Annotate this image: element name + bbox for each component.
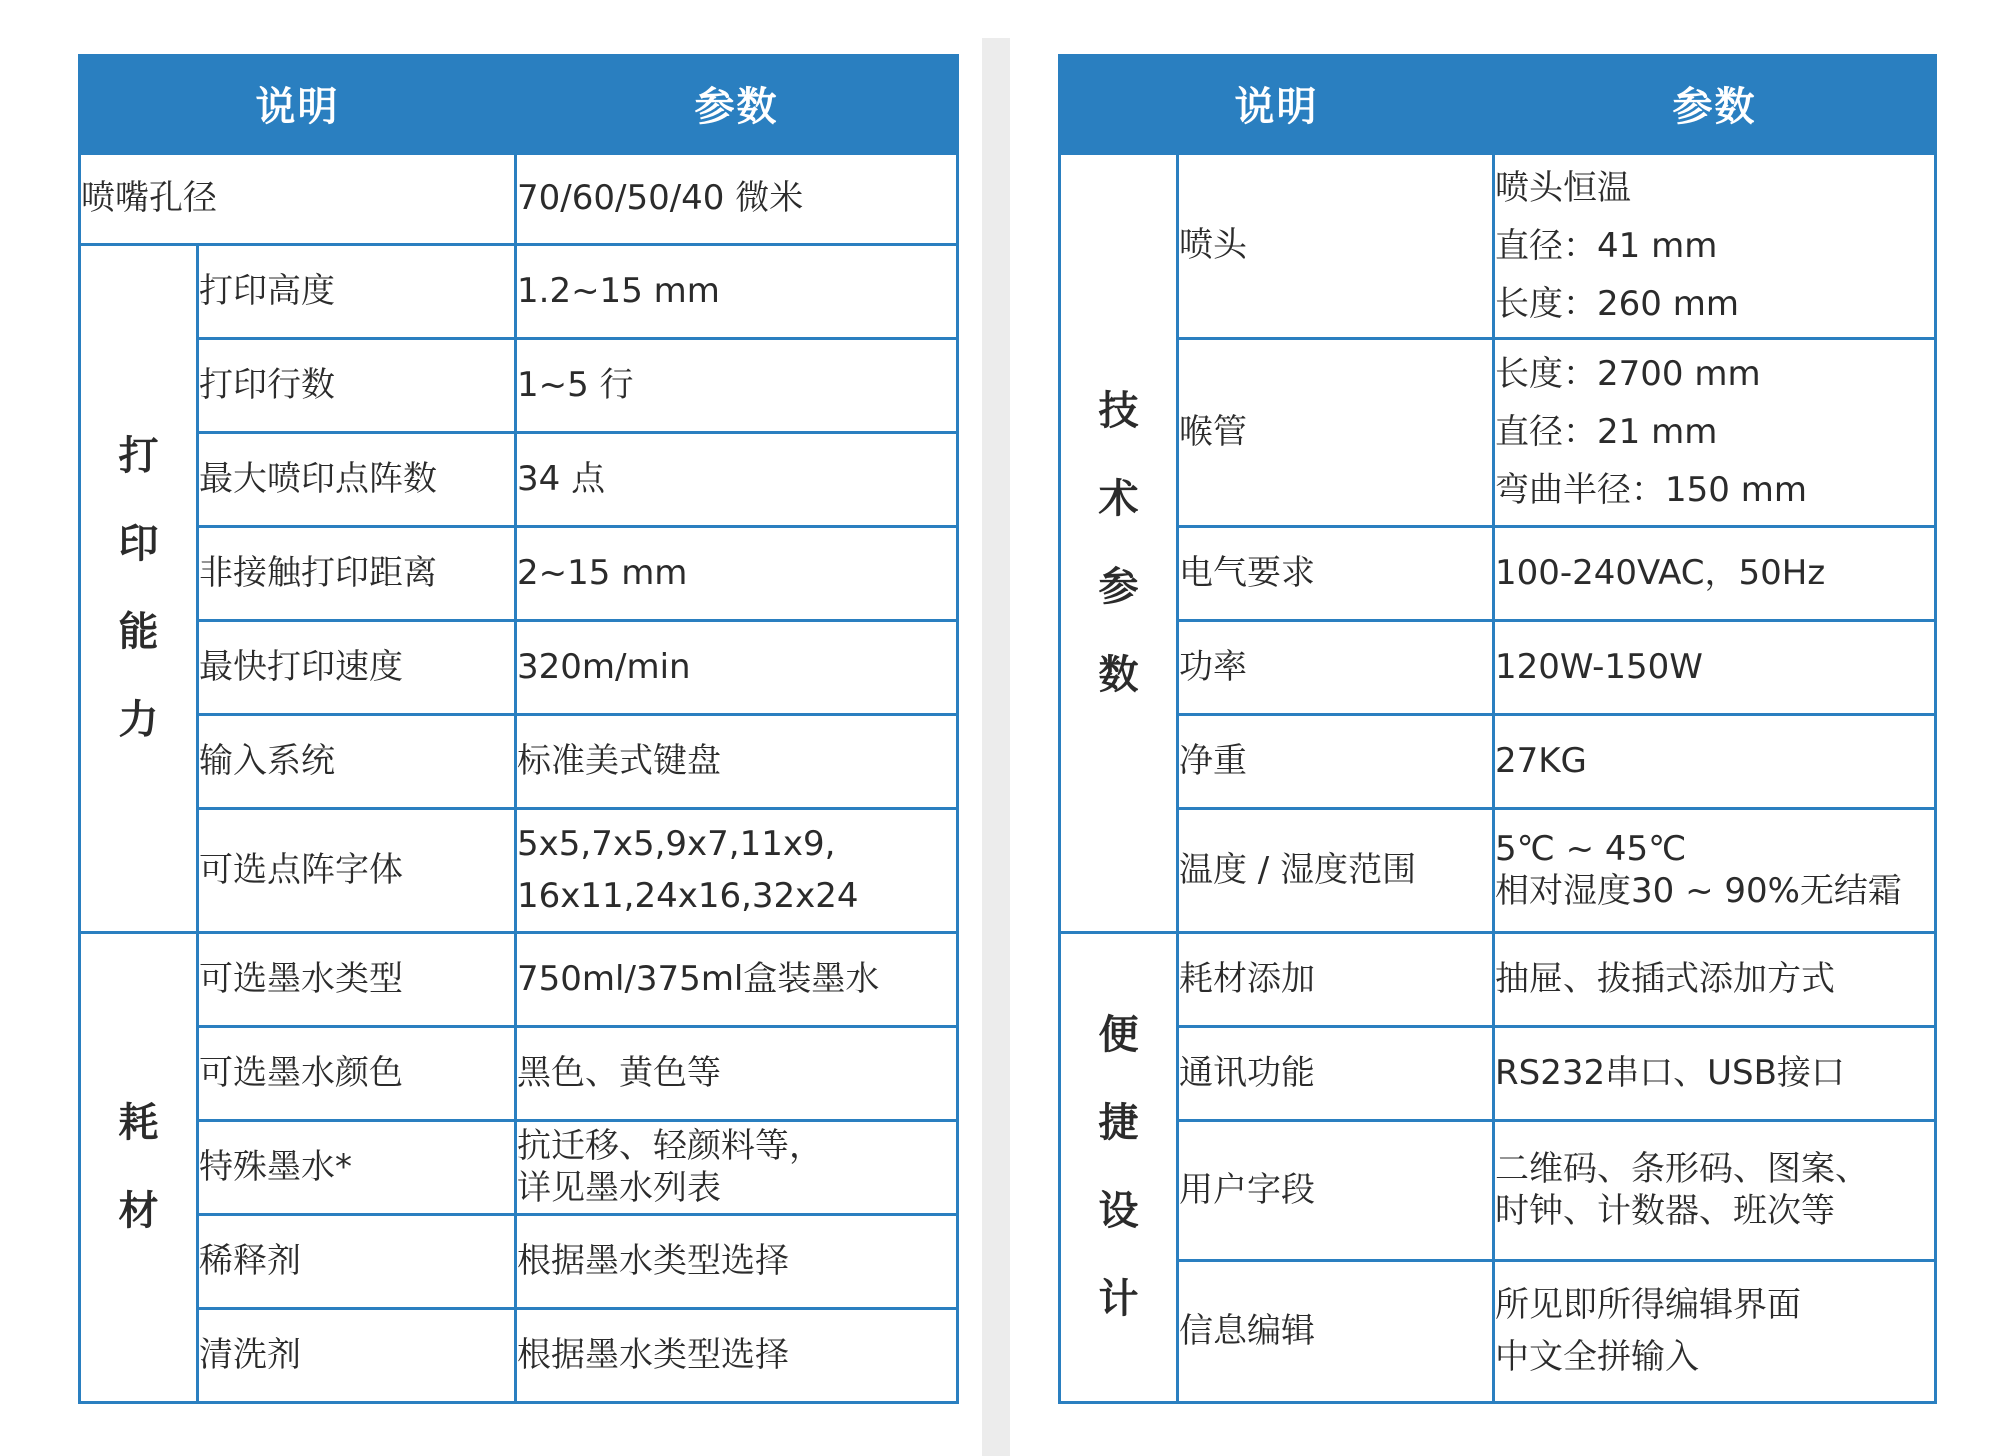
row-value: 2~15 mm bbox=[516, 526, 958, 620]
table-row bbox=[80, 808, 958, 932]
table-row bbox=[1060, 620, 1936, 714]
table-row bbox=[1060, 526, 1936, 620]
row-label: 喉管 bbox=[1178, 338, 1494, 526]
row-value: 标准美式键盘 bbox=[516, 714, 958, 808]
header-parameters: 参数 bbox=[1494, 56, 1936, 153]
row-value: 抗迁移、轻颜料等， 详见墨水列表 bbox=[516, 1120, 958, 1214]
table-row bbox=[1060, 1260, 1936, 1402]
table-row bbox=[80, 932, 958, 1026]
table-row bbox=[80, 152, 958, 244]
row-value: 根据墨水类型选择 bbox=[516, 1214, 958, 1308]
row-label: 最大喷印点阵数 bbox=[198, 432, 516, 526]
header-description: 说明 bbox=[1060, 56, 1494, 153]
group-label-consumables: 耗 材 bbox=[80, 932, 198, 1402]
row-value: 320m/min bbox=[516, 620, 958, 714]
row-value: RS232串口、USB接口 bbox=[1494, 1026, 1936, 1120]
table-row bbox=[1060, 808, 1936, 932]
table-row bbox=[1060, 1120, 1936, 1260]
row-value: 二维码、条形码、图案、 时钟、计数器、班次等 bbox=[1494, 1120, 1936, 1260]
row-value: 1~5 行 bbox=[516, 338, 958, 432]
row-value: 70/60/50/40 微米 bbox=[516, 152, 958, 244]
row-label: 喷头 bbox=[1178, 152, 1494, 338]
table-row bbox=[80, 526, 958, 620]
row-value: 1.2~15 mm bbox=[516, 244, 958, 338]
row-label: 净重 bbox=[1178, 714, 1494, 808]
row-label: 特殊墨水* bbox=[198, 1120, 516, 1214]
center-divider bbox=[982, 38, 1010, 1456]
row-label: 功率 bbox=[1178, 620, 1494, 714]
table-row bbox=[1060, 714, 1936, 808]
row-value: 黑色、黄色等 bbox=[516, 1026, 958, 1120]
row-value: 34 点 bbox=[516, 432, 958, 526]
table-header-row bbox=[1060, 56, 1936, 153]
row-label: 用户字段 bbox=[1178, 1120, 1494, 1260]
table-row bbox=[80, 244, 958, 338]
table-row bbox=[1060, 152, 1936, 338]
table-row bbox=[80, 1214, 958, 1308]
row-label: 可选墨水类型 bbox=[198, 932, 516, 1026]
group-label-convenient-design: 便 捷 设 计 bbox=[1060, 932, 1178, 1402]
row-label: 耗材添加 bbox=[1178, 932, 1494, 1026]
spec-table-right bbox=[1058, 54, 1937, 1404]
row-value: 根据墨水类型选择 bbox=[516, 1308, 958, 1402]
table-row bbox=[1060, 1026, 1936, 1120]
header-parameters: 参数 bbox=[516, 56, 958, 153]
row-label: 打印行数 bbox=[198, 338, 516, 432]
table-row bbox=[80, 338, 958, 432]
table-row bbox=[80, 620, 958, 714]
table-row bbox=[80, 714, 958, 808]
group-label-technical-parameters: 技 术 参 数 bbox=[1060, 152, 1178, 932]
table-row bbox=[1060, 338, 1936, 526]
row-label: 打印高度 bbox=[198, 244, 516, 338]
row-label: 电气要求 bbox=[1178, 526, 1494, 620]
row-label: 通讯功能 bbox=[1178, 1026, 1494, 1120]
row-value: 长度：2700 mm 直径：21 mm 弯曲半径：150 mm bbox=[1494, 338, 1936, 526]
row-value: 120W-150W bbox=[1494, 620, 1936, 714]
row-value: 所见即所得编辑界面 中文全拼输入 bbox=[1494, 1260, 1936, 1402]
row-label: 输入系统 bbox=[198, 714, 516, 808]
row-label: 温度 / 湿度范围 bbox=[1178, 808, 1494, 932]
row-value: 抽屉、拔插式添加方式 bbox=[1494, 932, 1936, 1026]
table-row bbox=[80, 1308, 958, 1402]
table-header-row bbox=[80, 56, 958, 153]
group-label-print-capability: 打 印 能 力 bbox=[80, 244, 198, 932]
spec-table-left bbox=[78, 54, 959, 1404]
row-label: 非接触打印距离 bbox=[198, 526, 516, 620]
row-value: 5℃ ~ 45℃ 相对湿度30 ~ 90%无结霜 bbox=[1494, 808, 1936, 932]
table-row bbox=[80, 432, 958, 526]
row-value: 27KG bbox=[1494, 714, 1936, 808]
header-description: 说明 bbox=[80, 56, 516, 153]
table-row bbox=[1060, 932, 1936, 1026]
row-value: 100-240VAC，50Hz bbox=[1494, 526, 1936, 620]
row-label: 可选点阵字体 bbox=[198, 808, 516, 932]
row-value: 喷头恒温 直径：41 mm 长度：260 mm bbox=[1494, 152, 1936, 338]
row-label: 稀释剂 bbox=[198, 1214, 516, 1308]
row-label: 清洗剂 bbox=[198, 1308, 516, 1402]
table-row bbox=[80, 1026, 958, 1120]
row-label: 信息编辑 bbox=[1178, 1260, 1494, 1402]
row-value: 5x5,7x5,9x7,11x9, 16x11,24x16,32x24 bbox=[516, 808, 958, 932]
row-value: 750ml/375ml盒装墨水 bbox=[516, 932, 958, 1026]
row-label: 喷嘴孔径 bbox=[80, 152, 516, 244]
row-label: 最快打印速度 bbox=[198, 620, 516, 714]
row-label: 可选墨水颜色 bbox=[198, 1026, 516, 1120]
table-row bbox=[80, 1120, 958, 1214]
